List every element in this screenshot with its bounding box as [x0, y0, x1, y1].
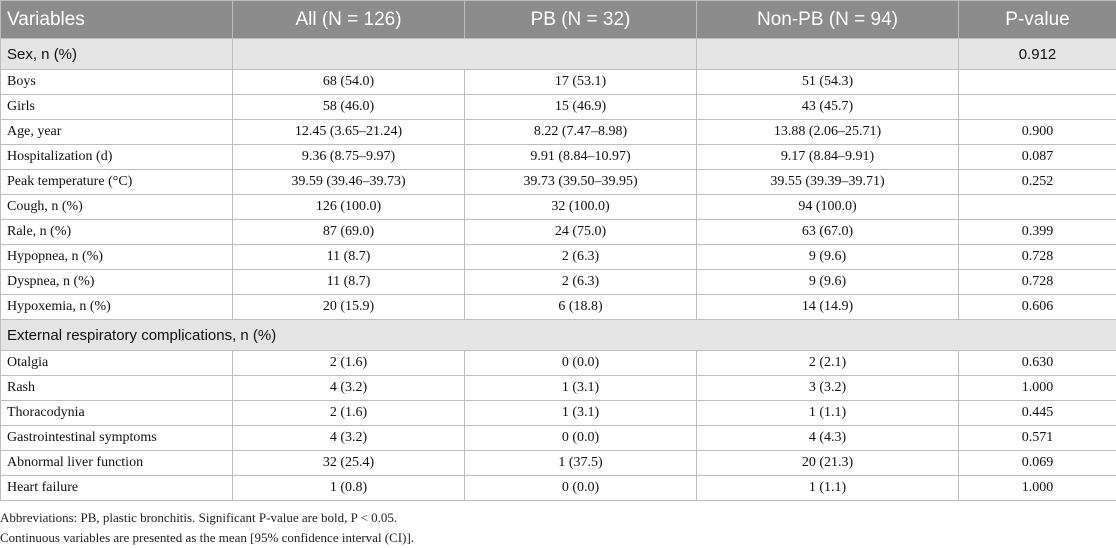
- cell-nonpb: 94 (100.0): [697, 195, 959, 220]
- cell-nonpb: 51 (54.3): [697, 70, 959, 95]
- cell-all: 20 (15.9): [233, 295, 465, 320]
- cell-all: 126 (100.0): [233, 195, 465, 220]
- cell-pb: 1 (3.1): [465, 376, 697, 401]
- cell-variable: Rale, n (%): [1, 220, 233, 245]
- table-row: [1, 220, 1116, 245]
- table-row: [1, 245, 1116, 270]
- cell-pb: 32 (100.0): [465, 195, 697, 220]
- cell-nonpb: 4 (4.3): [697, 426, 959, 451]
- cell-pvalue: 0.445: [959, 401, 1116, 426]
- header-nonpb: Non-PB (N = 94): [697, 1, 959, 39]
- cell-nonpb: 9 (9.6): [697, 245, 959, 270]
- cell-nonpb: 39.55 (39.39–39.71): [697, 170, 959, 195]
- cell-all: 9.36 (8.75–9.97): [233, 145, 465, 170]
- header-row: [1, 1, 1116, 39]
- cell-pvalue: 0.900: [959, 120, 1116, 145]
- section-label-sex: Sex, n (%): [1, 39, 233, 70]
- cell-all: 2 (1.6): [233, 351, 465, 376]
- cell-nonpb: 13.88 (2.06–25.71): [697, 120, 959, 145]
- cell-pvalue: [959, 195, 1116, 220]
- cell-pvalue: 1.000: [959, 476, 1116, 501]
- cell-nonpb: 20 (21.3): [697, 451, 959, 476]
- table-row: [1, 70, 1116, 95]
- cell-variable: Peak temperature (°C): [1, 170, 233, 195]
- cell-variable: Abnormal liver function: [1, 451, 233, 476]
- cell-nonpb: 2 (2.1): [697, 351, 959, 376]
- section-blank: [233, 39, 697, 70]
- cell-pvalue: [959, 70, 1116, 95]
- cell-all: 32 (25.4): [233, 451, 465, 476]
- cell-all: 4 (3.2): [233, 376, 465, 401]
- cell-pb: 1 (37.5): [465, 451, 697, 476]
- table-row: [1, 270, 1116, 295]
- cell-all: 12.45 (3.65–21.24): [233, 120, 465, 145]
- table-row: [1, 120, 1116, 145]
- cell-pvalue: 0.087: [959, 145, 1116, 170]
- section-row-external: [1, 320, 1116, 351]
- header-pvalue: P-value: [959, 1, 1116, 39]
- table-row: [1, 170, 1116, 195]
- cell-nonpb: 9.17 (8.84–9.91): [697, 145, 959, 170]
- cell-nonpb: 1 (1.1): [697, 476, 959, 501]
- section-label-external: External respiratory complications, n (%): [1, 320, 1116, 351]
- cell-variable: Hypopnea, n (%): [1, 245, 233, 270]
- cell-pb: 0 (0.0): [465, 476, 697, 501]
- cell-variable: Dyspnea, n (%): [1, 270, 233, 295]
- cell-nonpb: 43 (45.7): [697, 95, 959, 120]
- table-row: [1, 426, 1116, 451]
- cell-pb: 1 (3.1): [465, 401, 697, 426]
- cell-pb: 39.73 (39.50–39.95): [465, 170, 697, 195]
- table-row: [1, 195, 1116, 220]
- cell-variable: Cough, n (%): [1, 195, 233, 220]
- cell-nonpb: 1 (1.1): [697, 401, 959, 426]
- cell-nonpb: 63 (67.0): [697, 220, 959, 245]
- cell-nonpb: 3 (3.2): [697, 376, 959, 401]
- table-row: [1, 451, 1116, 476]
- cell-pb: 0 (0.0): [465, 351, 697, 376]
- section-row-sex: [1, 39, 1116, 70]
- cell-variable: Age, year: [1, 120, 233, 145]
- cell-variable: Girls: [1, 95, 233, 120]
- cell-all: 2 (1.6): [233, 401, 465, 426]
- cell-pb: 9.91 (8.84–10.97): [465, 145, 697, 170]
- cell-all: 58 (46.0): [233, 95, 465, 120]
- cell-pvalue: 0.069: [959, 451, 1116, 476]
- cell-pvalue: 0.571: [959, 426, 1116, 451]
- cell-all: 68 (54.0): [233, 70, 465, 95]
- footnote-abbreviations: Abbreviations: PB, plastic bronchitis. Significant P-value are bold, P < 0.05.: [0, 510, 398, 525]
- cell-pvalue: 0.630: [959, 351, 1116, 376]
- cell-all: 39.59 (39.46–39.73): [233, 170, 465, 195]
- cell-pvalue: 1.000: [959, 376, 1116, 401]
- table-row: [1, 295, 1116, 320]
- cell-all: 4 (3.2): [233, 426, 465, 451]
- cell-pb: 8.22 (7.47–8.98): [465, 120, 697, 145]
- table-row: [1, 476, 1116, 501]
- cell-variable: Hypoxemia, n (%): [1, 295, 233, 320]
- cell-pvalue: [959, 95, 1116, 120]
- header-all: All (N = 126): [233, 1, 465, 39]
- cell-variable: Hospitalization (d): [1, 145, 233, 170]
- section-pvalue-sex: 0.912: [959, 39, 1116, 70]
- cell-pvalue: 0.606: [959, 295, 1116, 320]
- cell-all: 1 (0.8): [233, 476, 465, 501]
- table-footnotes: [0, 508, 1116, 548]
- cell-pb: 2 (6.3): [465, 270, 697, 295]
- cell-nonpb: 14 (14.9): [697, 295, 959, 320]
- cell-variable: Otalgia: [1, 351, 233, 376]
- header-pb: PB (N = 32): [465, 1, 697, 39]
- cell-variable: Boys: [1, 70, 233, 95]
- cell-pb: 2 (6.3): [465, 245, 697, 270]
- cell-pb: 15 (46.9): [465, 95, 697, 120]
- cell-pvalue: 0.728: [959, 245, 1116, 270]
- cell-pb: 17 (53.1): [465, 70, 697, 95]
- cell-all: 11 (8.7): [233, 245, 465, 270]
- cell-pvalue: 0.728: [959, 270, 1116, 295]
- table-row: [1, 145, 1116, 170]
- cell-variable: Rash: [1, 376, 233, 401]
- table-row: [1, 376, 1116, 401]
- cell-pb: 6 (18.8): [465, 295, 697, 320]
- cell-variable: Heart failure: [1, 476, 233, 501]
- cell-variable: Gastrointestinal symptoms: [1, 426, 233, 451]
- header-variables: Variables: [1, 1, 233, 39]
- cell-pvalue: 0.399: [959, 220, 1116, 245]
- section-blank: [697, 39, 959, 70]
- cell-all: 11 (8.7): [233, 270, 465, 295]
- cell-pb: 24 (75.0): [465, 220, 697, 245]
- footnote-continuous: Continuous variables are presented as the mean [95% confidence interval (CI)].: [0, 530, 415, 545]
- table-row: [1, 401, 1116, 426]
- table-row: [1, 95, 1116, 120]
- cell-pb: 0 (0.0): [465, 426, 697, 451]
- cell-pvalue: 0.252: [959, 170, 1116, 195]
- cell-all: 87 (69.0): [233, 220, 465, 245]
- cell-nonpb: 9 (9.6): [697, 270, 959, 295]
- table-row: [1, 351, 1116, 376]
- cell-variable: Thoracodynia: [1, 401, 233, 426]
